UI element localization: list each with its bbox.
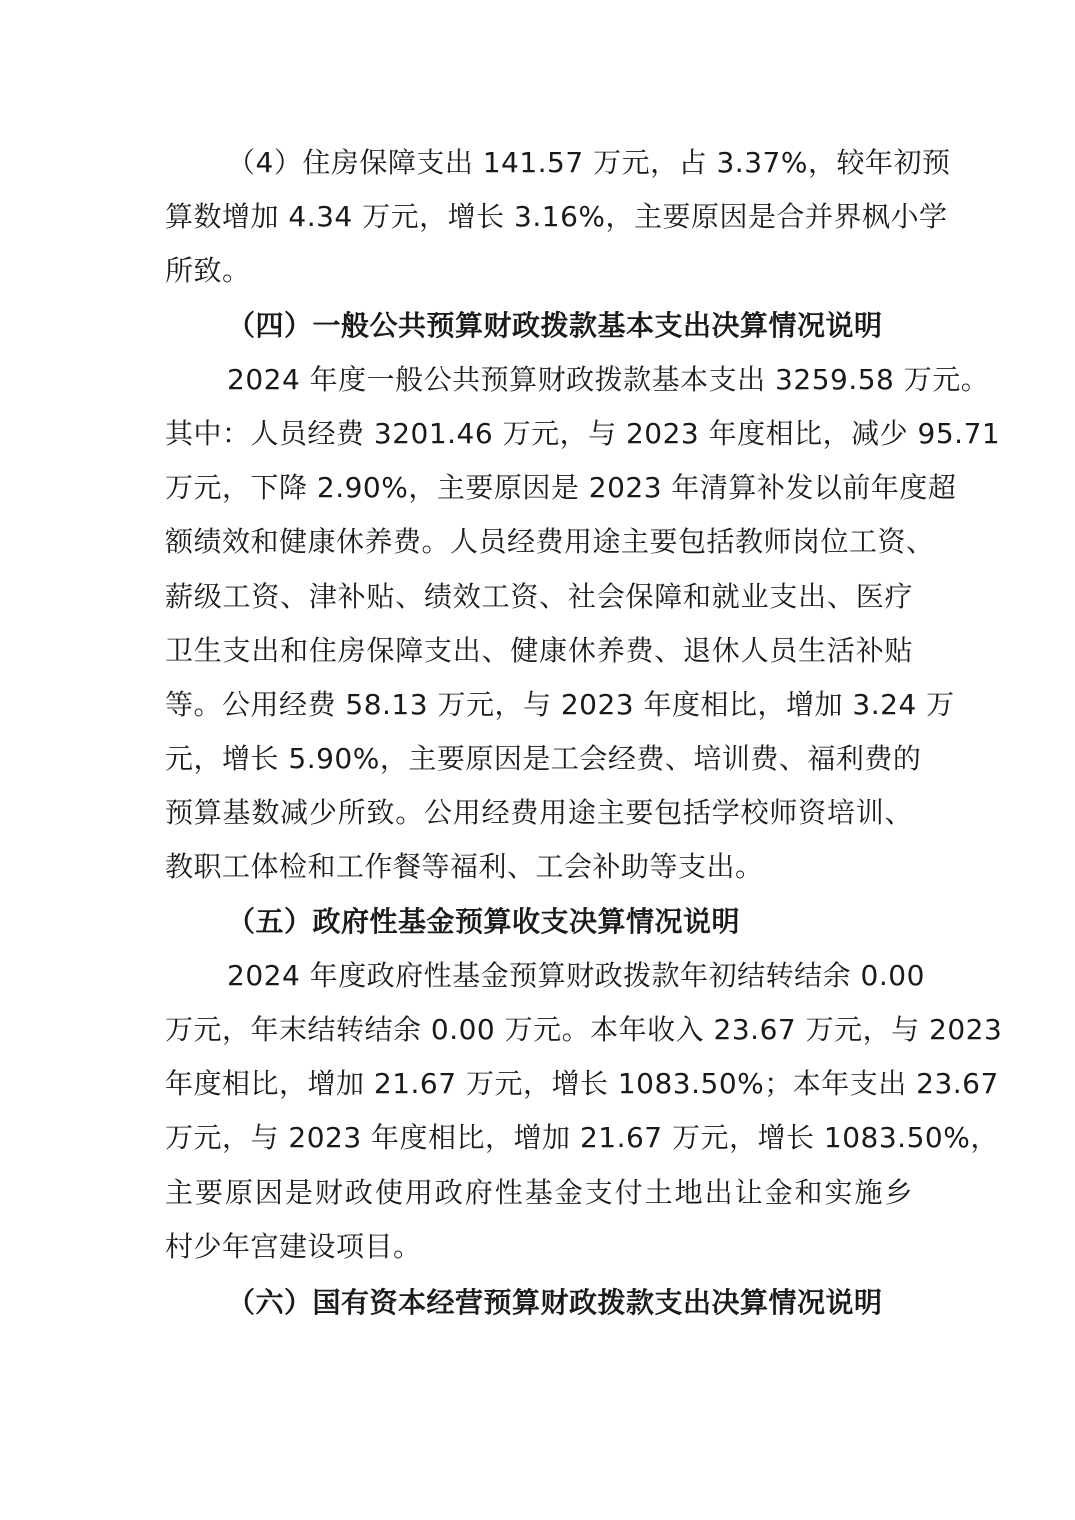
text-line: 预算基数减少所致。公用经费用途主要包括学校师资培训、 <box>165 796 913 830</box>
heading-text: （四）一般公共预算财政拨款基本支出决算情况说明 <box>227 308 883 342</box>
text-line: 村少年宫建设项目。 <box>165 1229 422 1263</box>
text-line: （4）住房保障支出 141.57 万元，占 3.37%，较年初预 <box>227 146 951 179</box>
text-line: 年度相比，增加 21.67 万元，增长 1083.50%；本年支出 23.67 <box>165 1067 999 1101</box>
heading-text: （五）政府性基金预算收支决算情况说明 <box>227 904 741 938</box>
heading-text: （六）国有资本经营预算财政拨款支出决算情况说明 <box>227 1285 883 1319</box>
text-line: 万元，年末结转结余 0.00 万元。本年收入 23.67 万元，与 2023 <box>165 1013 1003 1046</box>
document-page <box>165 140 1003 1334</box>
section-heading <box>165 899 913 953</box>
text-line: 薪级工资、津补贴、绩效工资、社会保障和就业支出、医疗 <box>165 579 913 613</box>
text-line: 额绩效和健康休养费。人员经费用途主要包括教师岗位工资、 <box>165 525 935 559</box>
text-line: 2024 年度一般公共预算财政拨款基本支出 3259.58 万元。 <box>227 362 990 396</box>
paragraph <box>165 357 1001 899</box>
text-line: 教职工体检和工作餐等福利、工会补助等支出。 <box>165 850 764 884</box>
paragraph <box>165 140 951 303</box>
section-heading <box>165 303 913 357</box>
text-line: 主要原因是财政使用政府性基金支付土地出让金和实施乡 <box>165 1175 913 1209</box>
text-line: 卫生支出和住房保障支出、健康休养费、退休人员生活补贴 <box>165 633 913 667</box>
text-line: 2024 年度政府性基金预算财政拨款年初结转结余 0.00 <box>227 958 925 992</box>
section-heading <box>165 1278 913 1334</box>
text-line: 等。公用经费 58.13 万元，与 2023 年度相比，增加 3.24 万 <box>165 687 955 721</box>
text-line: 算数增加 4.34 万元，增长 3.16%，主要原因是合并界枫小学 <box>165 200 948 234</box>
text-line: 元，增长 5.90%，主要原因是工会经费、培训费、福利费的 <box>165 742 922 776</box>
text-line: 万元，与 2023 年度相比，增加 21.67 万元，增长 1083.50%， <box>165 1121 999 1155</box>
text-line: 其中：人员经费 3201.46 万元，与 2023 年度相比，减少 95.71 <box>165 416 1001 450</box>
text-line: 万元，下降 2.90%，主要原因是 2023 年清算补发以前年度超 <box>165 471 957 505</box>
text-line: 所致。 <box>165 254 251 288</box>
paragraph <box>165 953 1003 1278</box>
